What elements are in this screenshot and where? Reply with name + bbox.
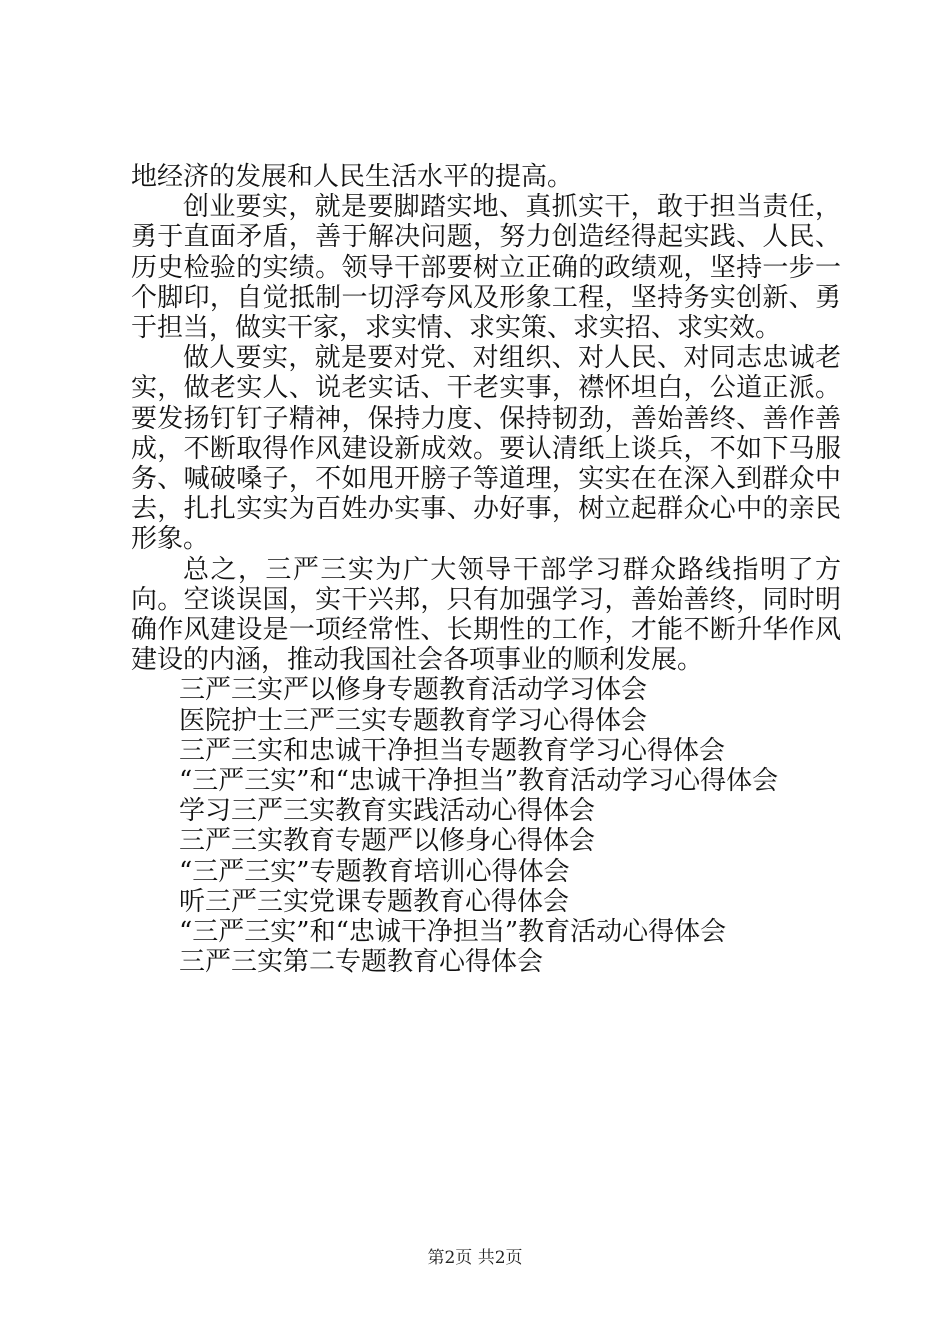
related-title-item: 医院护士三严三实专题教育学习心得体会 [179, 705, 648, 736]
paragraph-chuangye: 创业要实，就是要脚踏实地、真抓实干，敢于担当责任，勇于直面矛盾，善于解决问题，努力创造经得起实践、人民、历史检验的实绩。领导干部要树立正确的政绩观，坚持一步一个脚印，自觉抵制一切浮夸风及形象工程，坚持务实创新、勇于担当，做实干家，求实情、求实策、求实招、求实效。 [131, 192, 841, 344]
document-body [131, 162, 841, 977]
related-title-item: 三严三实第二专题教育心得体会 [179, 947, 544, 978]
related-title-item: 三严三实和忠诚干净担当专题教育学习心得体会 [179, 735, 726, 766]
related-title-item: 学习三严三实教育实践活动心得体会 [179, 796, 596, 827]
related-title-item: “三严三实”专题教育培训心得体会 [179, 856, 570, 887]
related-title-item: 三严三实教育专题严以修身心得体会 [179, 826, 596, 857]
related-title-item: 听三严三实党课专题教育心得体会 [179, 886, 570, 917]
related-title-item: 三严三实严以修身专题教育活动学习体会 [179, 675, 648, 706]
related-titles-list [131, 675, 841, 977]
page-number-footer: 第2页 共2页 [427, 1248, 523, 1268]
related-title-item: “三严三实”和“忠诚干净担当”教育活动学习心得体会 [179, 766, 779, 797]
paragraph-zuoren: 做人要实，就是要对党、对组织、对人民、对同志忠诚老实，做老实人、说老实话、干老实事，襟怀坦白，公道正派。要发扬钉钉子精神，保持力度、保持韧劲，善始善终、善作善成，不断取得作风建设新成效。要认清纸上谈兵，不如下马服务、喊破嗓子，不如甩开膀子等道理，实实在在深入到群众中去，扎扎实实为百姓办实事、办好事，树立起群众心中的亲民形象。 [131, 343, 841, 555]
paragraph-zongzhi: 总之，三严三实为广大领导干部学习群众路线指明了方向。空谈误国，实干兴邦，只有加强学习，善始善终，同时明确作风建设是一项经常性、长期性的工作，才能不断升华作风建设的内涵，推动我国社会各项事业的顺利发展。 [131, 554, 841, 676]
related-title-item: “三严三实”和“忠诚干净担当”教育活动心得体会 [179, 917, 727, 948]
paragraph-continuation: 地经济的发展和人民生活水平的提高。 [131, 162, 574, 192]
